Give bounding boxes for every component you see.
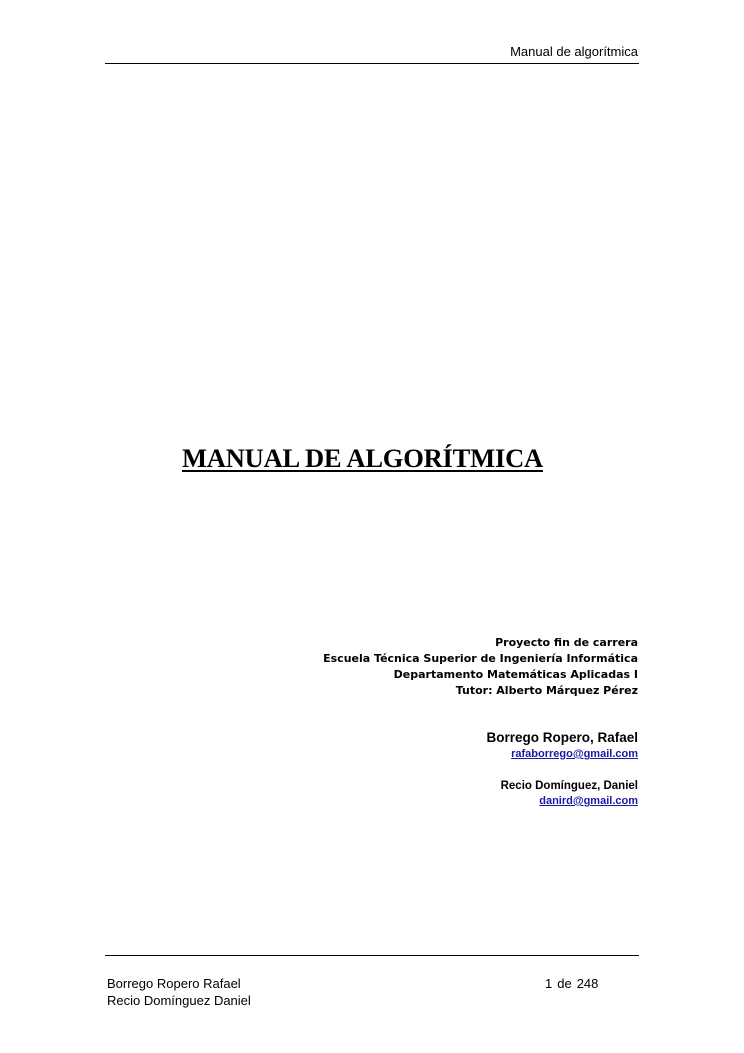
header-rule [105,63,639,64]
footer-author-line: Borrego Ropero Rafael [107,976,241,991]
author-name: Recio Domínguez, Daniel [500,780,638,792]
department-line: Departamento Matemáticas Aplicadas I [393,668,638,681]
page-current: 1 [545,976,553,991]
document-title: MANUAL DE ALGORÍTMICA [182,443,543,473]
footer-rule [105,955,639,956]
school-line: Escuela Técnica Superior de Ingeniería Informática [323,652,638,665]
project-type-line: Proyecto fin de carrera [495,636,638,649]
author-name: Borrego Ropero, Rafael [486,730,638,745]
page-separator: de [557,976,572,991]
page-number [545,975,598,992]
page-total: 248 [576,976,599,991]
footer-author-line: Recio Domínguez Daniel [107,993,251,1008]
tutor-line: Tutor: Alberto Márquez Pérez [455,684,638,697]
project-info-block [323,635,638,699]
authors-block [486,729,638,809]
footer-authors [107,975,251,1009]
author-email-link[interactable]: danird@gmail.com [539,795,638,807]
running-header-title: Manual de algorítmica [510,44,638,59]
author-email-link[interactable]: rafaborrego@gmail.com [511,748,638,760]
